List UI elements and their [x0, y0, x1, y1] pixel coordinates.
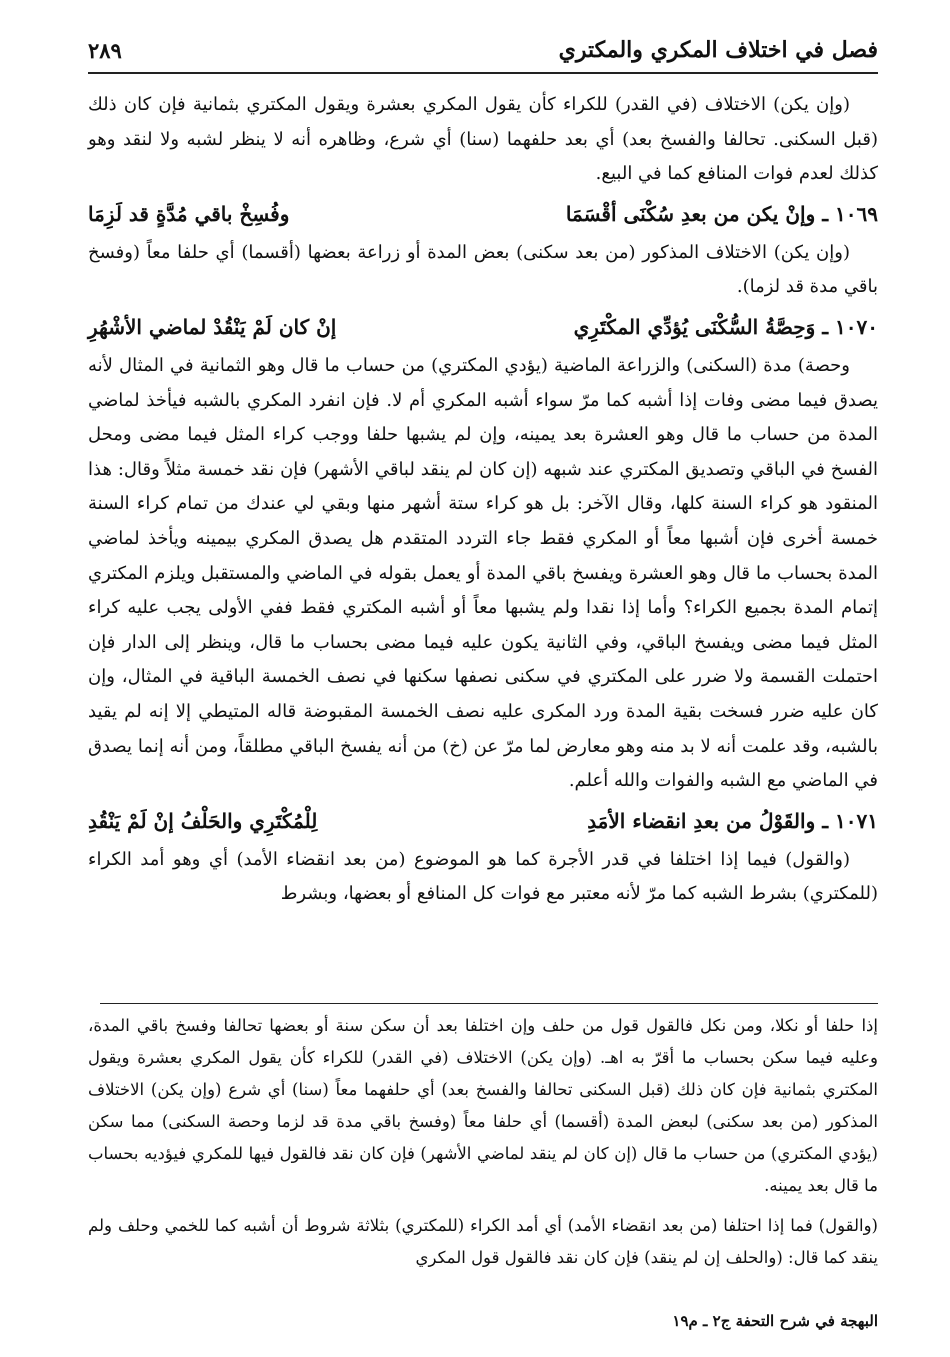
verse-1069 [88, 194, 878, 234]
verse-1070 [88, 307, 878, 347]
footnotes [88, 1010, 878, 1274]
verse-1071 [88, 801, 878, 841]
commentary-paragraph: (وإن يكن) الاختلاف (في القدر) للكراء كأن يقول المكري بعشرة ويقول المكتري بثمانية فإن كان ذلك (قبل السكنى. تحالفا والفسخ بعد) أي بعد حلفهما (سنا) أي شرع، وظاهره أنه لا ينظر لشبه ولا لنقد وهو كذلك لعدم فوات المنافع كما في البيع. [88, 94, 878, 185]
footnote-paragraph: (والقول) فما إذا احتلفا (من بعد انقضاء الأمد) أي أمد الكراء (للمكتري) بثلاثة شروط أن أشبه كما للخمي وحلف ولم ينقد كما قال: (والحلف إن لم ينقد) فإن كان نقد فالقول قول المكري [88, 1216, 878, 1267]
commentary-paragraph: (وإن يكن) الاختلاف المذكور (من بعد سكنى) بعض المدة أو زراعة بعضها (أقسما) أي حلفا معاً (وفسخ باقي مدة قد لزما). [88, 241, 878, 298]
verse-hemistich-second: لِلْمُكْتَرِي والحَلْفُ إنْ لَمْ يَنْقُدِ [88, 808, 318, 833]
verse-hemistich-first: ١٠٦٩ ـ وإنْ يكن من بعدِ سُكْنَى أقْسَمَا [565, 201, 878, 226]
commentary-paragraph: (والقول) فيما إذا اختلفا في قدر الأجرة كما هو الموضوع (من بعد انقضاء الأمد) أي وهو أمد الكراء (للمكتري) بشرط الشبه كما مرّ لأنه معتبر مع فوات كل المنافع أو بعضها، وبشرط [88, 848, 878, 905]
verse-hemistich-first: ١٠٧١ ـ والقَوْلُ من بعدِ انقضاء الأمَدِ [587, 808, 878, 833]
footnote-paragraph: إذا حلفا أو نكلا، ومن نكل فالقول قول من حلف وإن اختلفا بعد أن سكن سنة أو بعضها تحالفا وفسخ باقي المدة، وعليه فيما سكن بحساب ما أقرّ به اهـ. (وإن يكن) الاختلاف (في القدر) للكراء كأن يقول المكري بعشرة ويقول المكتري بثمانية فإن كان ذلك (قبل السكنى تحالفا والفسخ بعد) أي حلفهما معاً (سنا) أي شرع (وإن يكن) الاختلاف المذكور (من بعد سكنى) لبعض المدة (أقسما) أي حلفا معاً (وفسخ باقي مدة قد لزما وحصة السكنى) مما سكن (يؤدي المكتري) من حساب ما قال (إن كان لم ينقد لماضي الأشهر) فإن كان نقد فالقول فيها للمكري فيؤديه بحساب ما قال بعد يمينه. [88, 1016, 878, 1195]
commentary-paragraph: وحصة) مدة (السكنى) والزراعة الماضية (يؤدي المكتري) من حساب ما قال وهو الثمانية في المثال لأنه يصدق فيما مضى وفات إذا أشبه كما مرّ سواء أشبه المكري أم لا. فإن انفرد المكري بالشبه فيأخذ لماضي المدة من حساب ما قال وهو العشرة بعد يمينه، وإن لم يشبها حلفا ووجب كراء المثل فيما مضى ومحل الفسخ في الباقي وتصديق المكتري عند شبهه (إن كان لم ينقد لباقي الأشهر) فإن نقد خمسة مثلاً وقال: هذا المنقود هو كراء السنة كلها، وقال الآخر: بل هو كراء ستة أشهر منها وبقي لي عندك من تمام كراء السنة خمسة أخرى فإن أشبها معاً أو المكري فقط جاء التردد المتقدم هل يصدق المكري بيمينه ويأخذ لماضي المدة بحساب ما قال وهو العشرة ويفسخ باقي المدة أو يعمل بقوله في الماضي والمستقبل ويلزم المكتري إتمام المدة بجميع الكراء؟ وأما إذا نقدا ولم يشبها معاً أو أشبه المكتري فقط ففي الأولى يجب عليه كراء المثل فيما مضى ويفسخ الباقي، وفي الثانية يكون عليه فيما مضى بحساب ما قال، وينظر إلى الدار فإن احتملت القسمة ولا ضرر على المكتري في سكنى نصفها سكنها في نصف الخمسة الباقية في المثال، وإن كان عليه ضرر فسخت بقية المدة ورد المكرى عليه نصف الخمسة المقبوضة قاله المتيطي إلا إنه لم يقيد بالشبه، وقد علمت أنه لا بد منه وهو معارض لما مرّ عن (خ) من أنه يفسخ الباقي مطلقاً، ومن أنه إنما يصدق في الماضي مع الشبه والفوات والله أعلم. [88, 354, 878, 792]
signature-mark: البهجة في شرح التحفة ج٢ ـ م١٩ [672, 1312, 878, 1330]
page-header [88, 28, 878, 74]
page-number: ٢٨٩ [88, 37, 122, 63]
main-commentary [88, 88, 878, 912]
running-head: فصل في اختلاف المكري والمكتري [558, 37, 878, 63]
footnote-divider [100, 1003, 878, 1004]
verse-hemistich-first: ١٠٧٠ ـ وَحِصَّةُ السُّكْنَى يُؤدِّي المكْتَرِي [573, 314, 878, 339]
verse-hemistich-second: إنْ كان لَمْ يَنْقُدْ لماضي الأشْهُرِ [88, 314, 337, 339]
verse-hemistich-second: وفُسِخْ باقي مُدَّةٍ قد لَزِمَا [88, 201, 290, 226]
